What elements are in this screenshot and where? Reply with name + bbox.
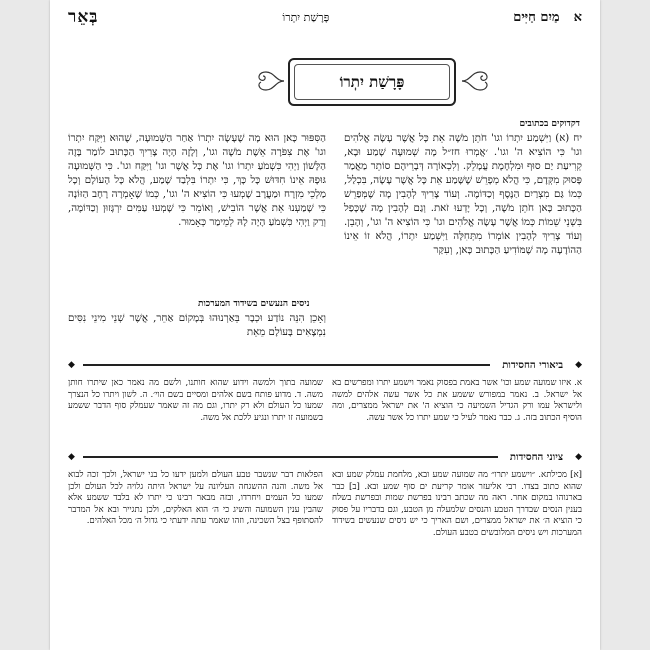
right-column-text: יח (א) וַיִּשְׁמַע יִתְרוֹ וגו' חֹתֵן מֹשֶׁה אֵת כָּל אֲשֶׁר עָשָׂה אֱלֹהִים וגו' כִּי הוֹצִיא ה' וגו'. ׳אֲמְרוּ חז״ל מָה שְׁמוּעָה שָׁמַע וּבָא, קְרִיעַת יַם סוּף וּמִלְחֶמֶת עֲמָלֵק. וְלִכְאוֹרָה דְּבָרֵיהֶם סוֹתֵר מַאֲמַר פָּסוּק מִקְּדָם, כִּי הֲלֹא מְפָרֵשׁ שֶׁשָּׁמַע אֵת כָּל אֲשֶׁר עָשָׂה, בִּכְלַל, כְּמוֹ גַּם מִצְרַיִם הַנֶּסֶף וְכַדּוֹמֶה. וְעוֹד צָרִיךְ לְהָבִין מָה שֶׁמְּפַרֵשׁ הַכָּתוּב כָּאן חֹתֵן מֹשֶׁה, וְכָל יָדְעוּ זֹאת. וְגַם לְהָבִין מָה שֶׁכָּפַל בִּשְׁנֵי שֵׁמוֹת כְּמוֹ אֲשֶׁר עָשָׂה אֱלֹהִים וגו' כִּי הוֹצִיא ה' וגו', וְהָבֵן. וְעוֹד צָרִיךְ לְהָבִין אוֹמְרוֹ מִתְּחִלָּה וַיִּשְׁמַע יִתְרוֹ, הֲלֹא זוֹ אֵינוֹ הַהוֹדָעָה מָה שֶׁמּוֹדִיעַ הַכָּתוּב כָּאן, וְעִקַּר (344, 133, 582, 256)
divider-rule (83, 364, 490, 366)
left-column-text: הַסִּפּוּר כָּאן הוּא מָה שֶׁעָשָׂה יִתְרוֹ אַחַר הַשְּׁמוּעָה, שֶׁהוּא וַיִּקַּח יִתְרוֹ וגו' אֶת צִפֹּרָה אֵשֶׁת מֹשֶׁה וגו', וְלָזֶה הָיָה צָרִיךְ הַכָּתוּב לוֹמַר בָּזֶה הַלָּשׁוֹן וַיְהִי כִּשְׁמֹעַ יִתְרוֹ וגו' אֶת כָּל אֲשֶׁר וגו' וַיִּקַּח וגו'. כִּי הַשְּׁמוּעָה גּוּפָהּ אֵינוֹ חִדּוּשׁ כָּל כָּךְ, כִּי יִתְרוֹ בִּלְבַד שָׁמַע, הֲלֹא כָּל הָעוֹלָם וְכָל מַלְכֵי מִזְרָח וּמַעֲרָב שָׁמְעוּ כִּי הוֹצִיא ה' וגו', כְּמוֹ שֶׁאָמְרָה רָחָב הַזּוֹנָה כִּי שָׁמַעְנוּ אֵת אֲשֶׁר הוֹבִישׁ, וְאוֹמֵר כִּי שָׁמְעוּ עַמִּים יִרְגָּזוּן וְכַדּוֹמֶה, וְרַק וַיְהִי כִּשְׁמֹעַ הָיָה לָהּ לְמֵימַר כְּאָמוּר. (68, 133, 326, 228)
parsha-title: פָּרָשַׁת יִתְרוֹ (339, 72, 405, 91)
diamond-ornament-icon: ◆ (575, 452, 582, 462)
flourish-ornament-icon (460, 66, 494, 96)
right-column-label: דקדוקים בכתובים (519, 119, 580, 129)
running-head (68, 6, 582, 28)
parsha-title-frame (288, 58, 456, 106)
book-page (50, 0, 600, 650)
divider-rule (83, 456, 498, 458)
section-title-biurei: ביאורי החסידות (502, 359, 564, 371)
parsha-header: פָּרָשַׁת יִתְרוֹ (282, 10, 330, 24)
book-title: מַיִם חַיִּים (513, 10, 560, 25)
diamond-ornament-icon: ◆ (68, 452, 75, 462)
section-divider-biurei (68, 357, 582, 373)
diamond-ornament-icon: ◆ (68, 360, 75, 370)
tziyunei-left-text: הפלאות דבר שנשבר טבע העולם ולמען ידעו כל בני ישראל, ולכך זכה לבוא אל משה. והנה ההשגחה העליונה על ישראל היתה גלויה לכל העולם ולכן שמעו כל העמים ויחרדו, ובזה מבאר רבינו כי יתרו לא בלבד ששמע אלא שהבין ענין השמועה והשיג כי ה׳ הוא האלקים, ולכן נתגייר ובא אל המדבר להסתופף בצל השכינה, וזהו שאמר עתה ידעתי כי גדול ה׳ מכל האלהים. (68, 470, 323, 527)
section-divider-tziyunei (68, 449, 582, 465)
running-head-right (513, 9, 582, 25)
commentary-header: בְּאֵר (68, 7, 99, 27)
tziyunei-right-text: [א] מכילתא. ״וישמע יתרו״ מה שמועה שמע ובא, מלחמת עמלק שמע ובא שהוא כתוב בצדו. רבי אליעזר אומר קריעת ים סוף שמע ובא. [ב] כבר בארנוהו במקום אחר. ראה מה שכתב רבינו בפרשת שמות ובפרשת בשלח בענין הנסים שבדרך הטבע והנסים שלמעלה מן הטבע, וגם בדבריו על פסוק כי הוציא ה׳ את ישראל ממצרים, ושם האריך כי יש ניסים שנעשים בשידוד המערכות ויש ניסים המלובשים בטבע העולם. (332, 470, 582, 538)
biurei-left-text: שמועה בתוך ולמשה וידוע שהוא חותנו, ולשם מה נאמר כאן שיתרו חותן משה. ד. מדוע פותח בשם אלהים ומסיים בשם הוי׳. ה. לשון ויתרו כל הנצרך שמעו כל העולם ולא רק יתרו, וגם מה זה שאמר שעמלק סוף הדבר ששמע בשמועה זו יתרו ונגיע ללכת אל משה. (68, 378, 323, 423)
section-title-tziyunei: ציוני החסידות (509, 451, 564, 463)
left-column-text-2: וְאָכֵן הִנֵּה נוֹדַע וּכְבָר בֵּאַרְנוּהוּ בְּמָקוֹם אַחֵר, אֲשֶׁר שְׁנֵי מִינֵי נִסִּים נִמְצָאִים בָּעוֹלָם מֵאֵת (68, 313, 326, 338)
diamond-ornament-icon: ◆ (575, 360, 582, 370)
page-letter: א (573, 10, 582, 25)
biurei-right-text: א. איזו שמועה שמע וכו' אשר באמת בפסוק נאמר וישמע יתרו ומפרשים בא אל ישראל. ב. נאמר במפורש ששמע את כל אשר עשה אלהים למשה ולישראל עמו ורק הגדיל השמיעה כי הוציא ה' את ישראל ממצרים, ומה הוסיף הכתוב בזה. ג. כבר נאמר לעיל כי שמע יתרו כל אשר עשה. (332, 378, 582, 423)
flourish-ornament-icon (252, 66, 286, 96)
left-column-subheading: ניסים הנעשים בשידוד המערכות (198, 299, 310, 309)
